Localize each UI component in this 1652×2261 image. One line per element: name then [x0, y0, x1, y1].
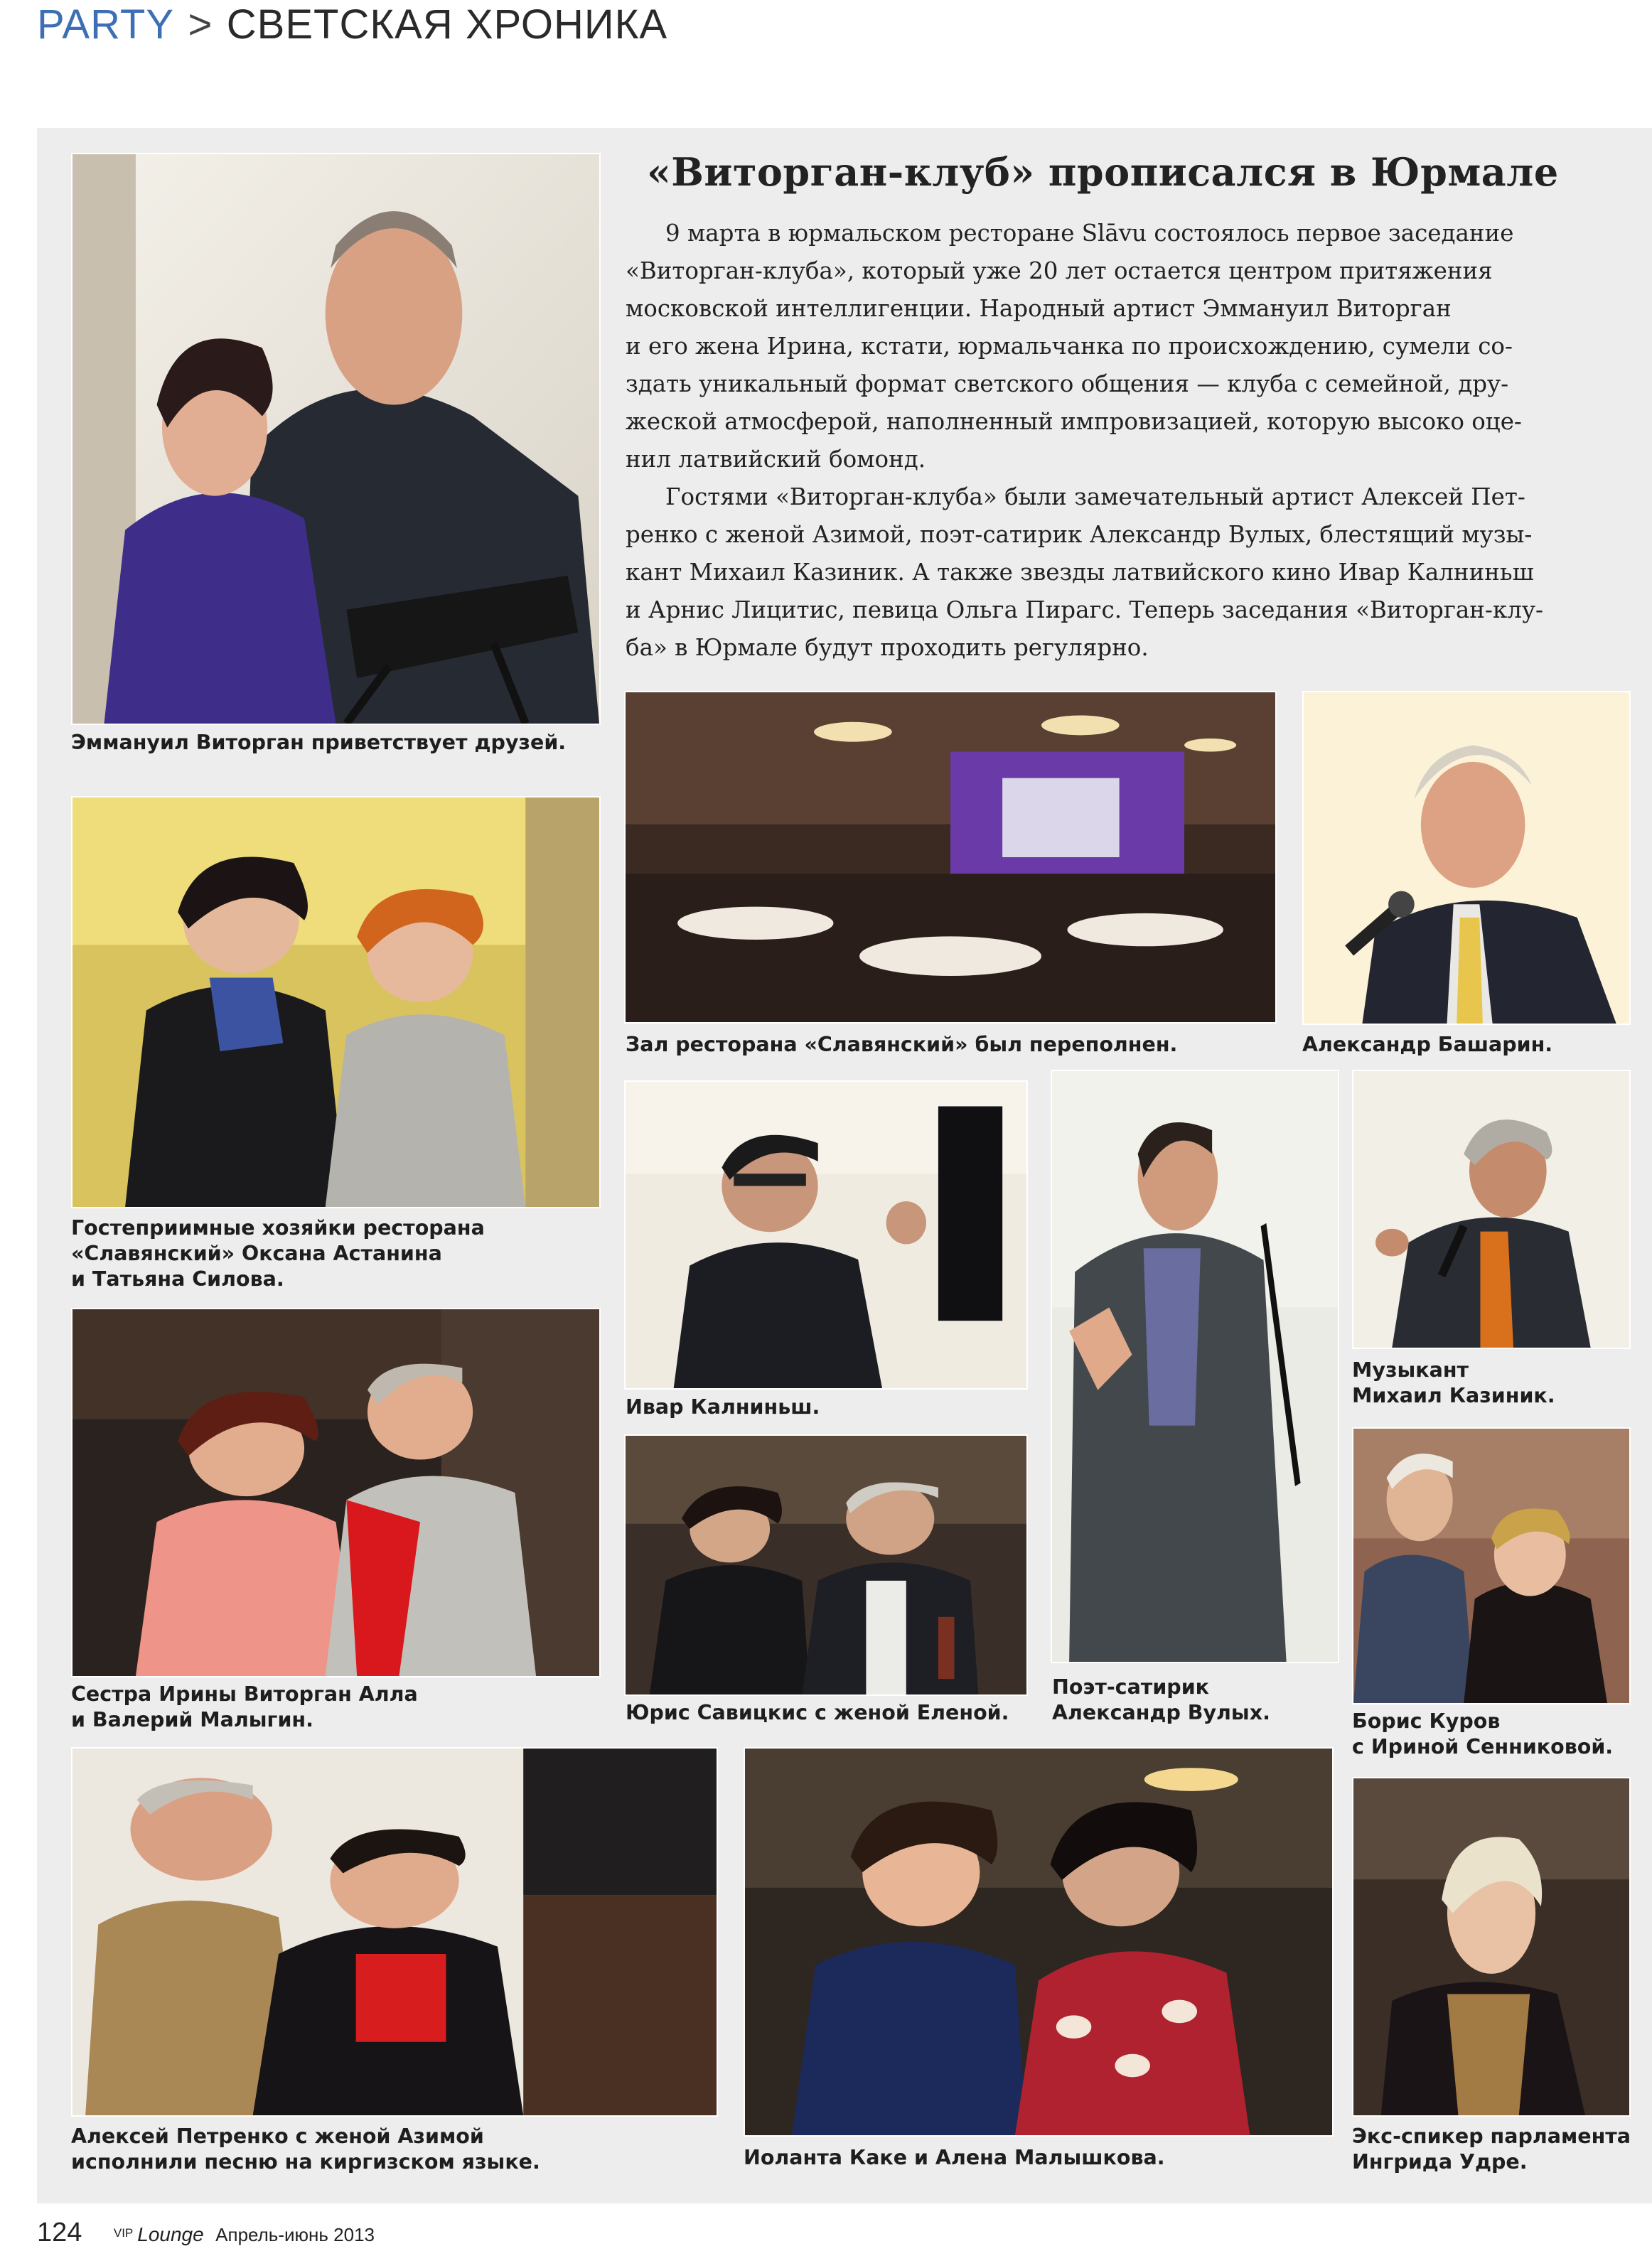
caption-vitorgan: Эммануил Виторган приветствует друзей. — [71, 731, 567, 754]
caption-restaurant-hall: Зал ресторана «Славянский» был переполнен. — [626, 1033, 1178, 1056]
article-paragraph-1 — [626, 215, 1621, 478]
section-separator: > — [188, 1, 213, 48]
section-name: PARTY — [37, 1, 175, 48]
caption-kake-malyshkova: Иоланта Каке и Алена Малышкова. — [744, 2146, 1165, 2169]
photo-savickis — [624, 1434, 1028, 1696]
caption-kazinik: Музыкант Михаил Казиник. — [1352, 1358, 1555, 1407]
caption-kurov: Борис Куров с Ириной Сенниковой. — [1352, 1709, 1614, 1758]
caption-sister-alla: Сестра Ирины Виторган Алла и Валерий Малыгин. — [71, 1682, 418, 1731]
page-number: 124 — [37, 2218, 82, 2247]
caption-petrenko: Алексей Петренко с женой Азимой исполнили песню на киргизском языке. — [71, 2125, 540, 2174]
brand-prefix: VIP — [113, 2226, 134, 2240]
section-header — [37, 0, 667, 50]
photo-kalninsh — [624, 1080, 1028, 1390]
photo-sister-alla — [71, 1308, 601, 1677]
photo-restaurant-hall — [624, 691, 1277, 1024]
text-line: здать уникальный формат светского общения — клуба с семейной, дру- — [626, 370, 1509, 397]
photo-kurov — [1352, 1427, 1631, 1704]
text-line: жеской атмосферой, наполненный импровизацией, которую высоко оце- — [626, 408, 1522, 435]
article-paragraph-2 — [626, 478, 1621, 667]
caption-udre: Экс-спикер парламента Ингрида Удре. — [1352, 2125, 1631, 2174]
text-line: нил латвийский бомонд. — [626, 446, 926, 473]
brand-name: Lounge — [137, 2223, 204, 2245]
photo-udre — [1352, 1777, 1631, 2117]
text-line: ба» в Юрмале будут проходить регулярно. — [626, 634, 1149, 661]
caption-basharin: Александр Башарин. — [1302, 1033, 1553, 1056]
photo-kazinik — [1352, 1070, 1631, 1349]
subsection-name: СВЕТСКАЯ ХРОНИКА — [226, 1, 668, 48]
text-line: московской интеллигенции. Народный артист Эммануил Виторган — [626, 295, 1452, 322]
caption-hostesses: Гостеприимные хозяйки ресторана «Славянский» Оксана Астанина и Татьяна Силова. — [71, 1216, 485, 1291]
text-line: и Арнис Лицитис, певица Ольга Пирагс. Теперь заседания «Виторган-клу- — [626, 596, 1543, 623]
page-footer — [37, 2218, 375, 2253]
text-line: ренко с женой Азимой, поэт-сатирик Александр Вулых, блестящий музы- — [626, 521, 1533, 548]
photo-vitorgan — [71, 153, 601, 725]
issue-date: Апрель-июнь 2013 — [215, 2224, 375, 2245]
article — [626, 149, 1621, 667]
text-line: «Виторган-клуба», который уже 20 лет остается центром притяжения — [626, 257, 1493, 284]
photo-petrenko — [71, 1747, 718, 2117]
photo-hostesses — [71, 796, 601, 1208]
caption-vulykh: Поэт-сатирик Александр Вулых. — [1052, 1675, 1270, 1724]
text-line: Гостями «Виторган-клуба» были замечательный артист Алексей Пет- — [665, 483, 1525, 510]
photo-basharin — [1302, 691, 1631, 1025]
photo-vulykh — [1051, 1070, 1339, 1663]
article-title: «Виторган-клуб» прописался в Юрмале — [647, 149, 1559, 195]
text-line: 9 марта в юрмальском ресторане Slāvu состоялось первое заседание — [665, 220, 1514, 247]
text-line: и его жена Ирина, кстати, юрмальчанка по происхождению, сумели со- — [626, 333, 1513, 360]
caption-savickis: Юрис Савицкис с женой Еленой. — [626, 1701, 1009, 1724]
photo-kake-malyshkova — [744, 1747, 1334, 2137]
caption-kalninsh: Ивар Калниньш. — [626, 1395, 820, 1419]
text-line: кант Михаил Казиник. А также звезды латвийского кино Ивар Калниньш — [626, 559, 1534, 586]
